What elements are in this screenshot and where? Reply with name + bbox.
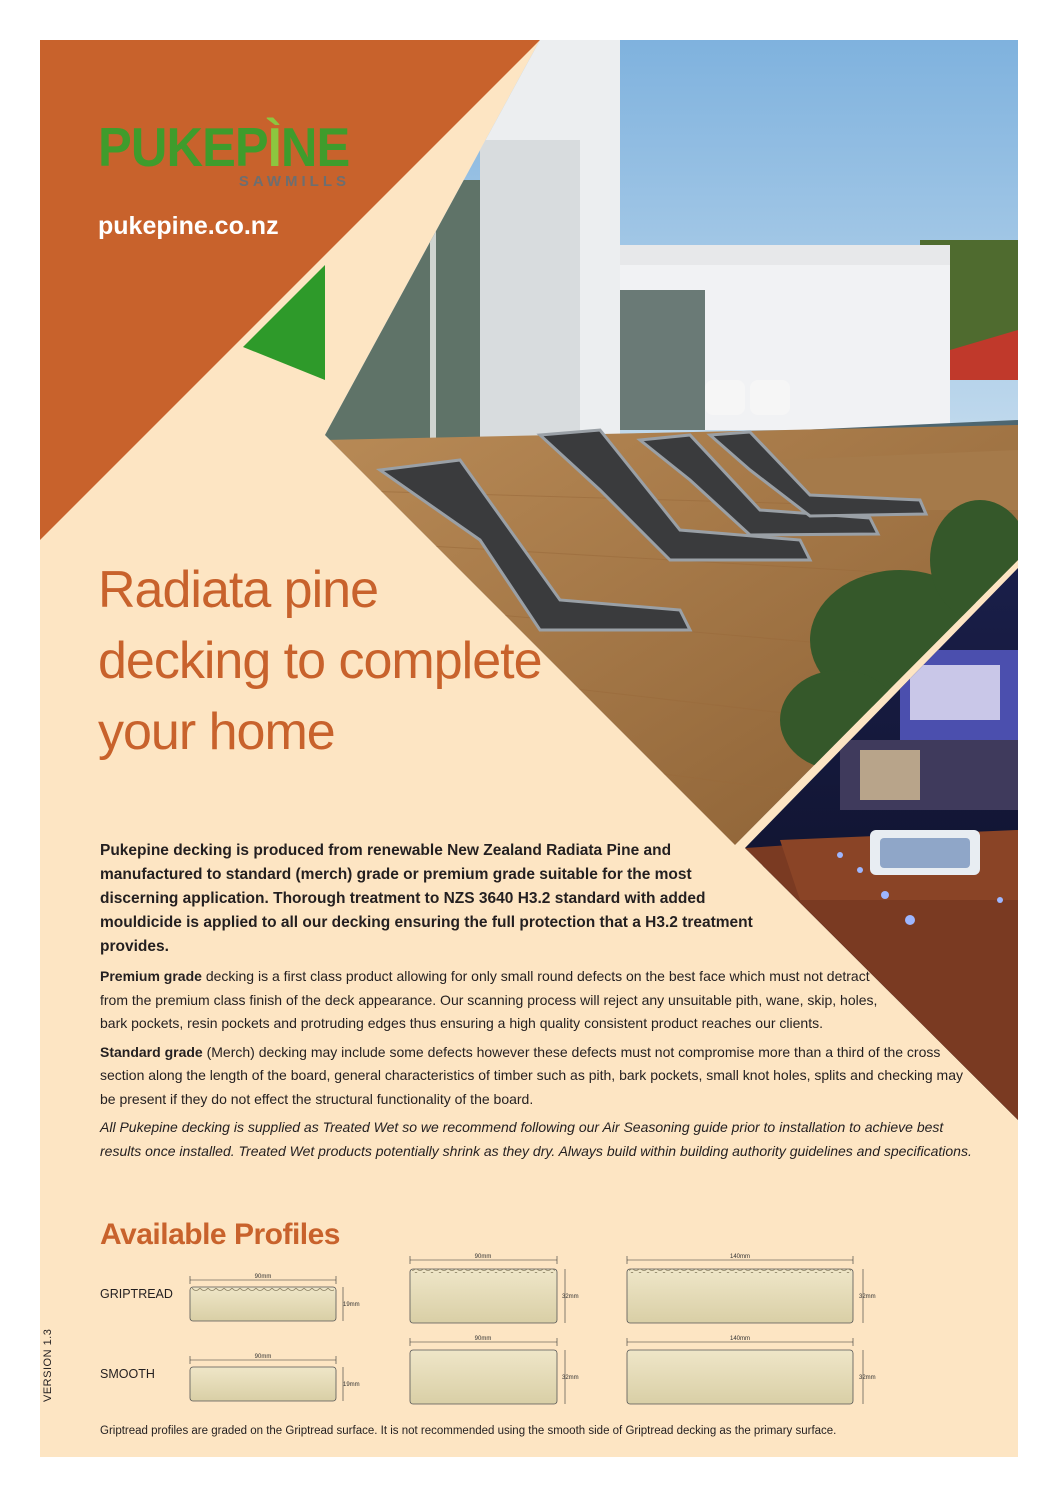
website-link[interactable]: pukepine.co.nz (98, 212, 279, 240)
premium-grade-paragraph (100, 965, 880, 1036)
dim-height: 19mm (343, 1302, 360, 1308)
dim-width: 90mm (474, 1336, 492, 1342)
footnote: Griptread profiles are graded on the Griptread surface. It is not recommended using the smooth side of Griptread decking as the primary surface. (100, 1425, 837, 1437)
profiles-title: Available Profiles (100, 1218, 340, 1251)
premium-grade-text: decking is a first class product allowing for only small round defects on the best face which must not detract from the premium class finish of the deck appearance. Our scanning process will reject any unsuitable pith, wane, skip, holes, bark pockets, resin pockets and protruding edges thus ensuring a high quality consistent product reaches our clients. (100, 968, 878, 1031)
dim-width: 140mm (729, 1254, 751, 1260)
version-label: VERSION 1.3 (42, 1328, 54, 1402)
dim-height: 32mm (562, 1375, 579, 1381)
body-copy (100, 839, 980, 1168)
premium-grade-term: Premium grade (100, 968, 202, 984)
standard-grade-term: Standard grade (100, 1043, 203, 1060)
dim-width: 140mm (729, 1336, 751, 1342)
logo-wordmark: PUKEPÌNE (98, 116, 350, 178)
headline: Radiata pine decking to complete your home (98, 561, 542, 761)
dim-height: 32mm (859, 1294, 876, 1300)
dim-height: 19mm (343, 1382, 360, 1388)
dim-height: 32mm (859, 1375, 876, 1381)
standard-grade-text: (Merch) decking may include some defects however these defects must not compromise more than a third of the cross section along the length of the board, general characteristics of timber such as pith, bark pockets, small knot holes, splits and checking may be present if they do not effect the structural functionality of the board. (100, 1043, 964, 1107)
dim-height: 32mm (562, 1294, 579, 1300)
dim-width: 90mm (474, 1254, 492, 1260)
griptread-label: GRIPTREAD (100, 1287, 173, 1301)
smooth-label: SMOOTH (100, 1367, 155, 1381)
brand-logo (98, 116, 371, 190)
intro-paragraph: Pukepine decking is produced from renewable New Zealand Radiata Pine and manufactured to standard (merch) grade or premium grade suitable for the most discerning application. Thorough treatment to NZS 3640 H3.2 standard with added mouldicide is applied to all our decking ensuring the full protection that a H3.2 treatment provides. (100, 842, 753, 955)
dim-width: 90mm (254, 1274, 272, 1280)
advisory-paragraph: All Pukepine decking is supplied as Treated Wet so we recommend following our Air Seasoning guide prior to installation to achieve best results once installed. Treated Wet products potentially shrink as they dry. Always build within building authority guidelines and specifications. (100, 1119, 972, 1159)
flyer-page (40, 40, 1018, 1457)
logo-subtitle: SAWMILLS (238, 173, 350, 190)
dim-width: 90mm (254, 1354, 272, 1360)
standard-grade-paragraph (100, 1041, 980, 1112)
